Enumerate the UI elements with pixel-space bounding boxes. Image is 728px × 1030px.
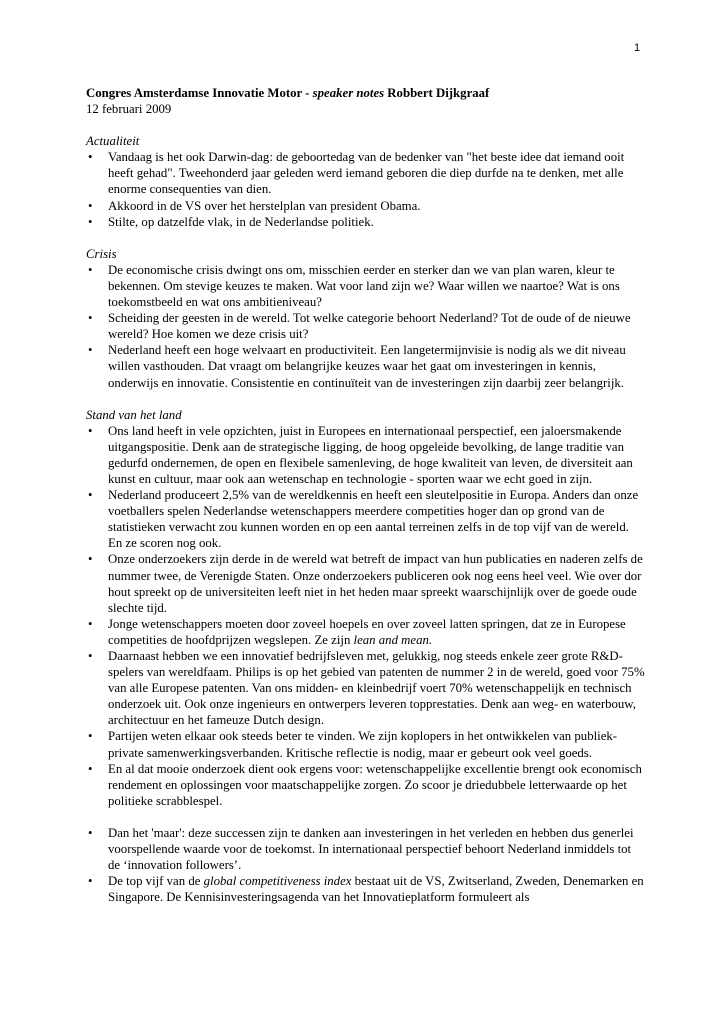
section <box>86 246 646 391</box>
bullet-list <box>86 423 646 809</box>
bullet-list <box>86 825 646 905</box>
bullet-list <box>86 149 646 229</box>
section-heading: Actualiteit <box>86 134 140 149</box>
bullet-list <box>86 262 646 391</box>
sections-container <box>86 133 646 905</box>
bullet-text: Jonge wetenschappers moeten door zoveel hoepels en over zoveel latten springen, dat ze in Europese competities de hoofdprijzen wegslepen. Ze zijn <box>108 616 626 647</box>
title-part-2: Robbert Dijkgraaf <box>384 86 490 100</box>
bullet-item: • Partijen weten elkaar ook steeds beter te vinden. We zijn koplopers in het ontwikkelen van publiek-private samenwerkingsverbanden. Kritische reflectie is nodig, maar er gebeurt ook veel goeds. <box>86 728 646 760</box>
bullet-item: • Nederland heeft een hoge welvaart en productiviteit. Een langetermijnvisie is nodig als we dit niveau willen vasthouden. Dat vraagt om belangrijke keuzes waar het gaat om investeringen in kennis, onderwijs en innovatie. Consistentie en continuïteit van de investeringen zijn daarbij zeer belangrijk. <box>86 342 646 390</box>
bullet-item: • Stilte, op datzelfde vlak, in de Nederlandse politiek. <box>86 214 646 230</box>
section-heading: Stand van het land <box>86 407 182 422</box>
bullet-item <box>86 616 646 648</box>
bullet-text: De top vijf van de <box>108 874 204 889</box>
document-title <box>86 85 646 101</box>
bullet-item: • Onze onderzoekers zijn derde in de wereld wat betreft de impact van hun publicaties en naderen zelfs de nummer twee, de Verenigde Staten. Onze onderzoekers publiceren ook nog eens heel veel. Wie over dor hout spreekt op de universiteiten leeft niet in het heden maar spreekt waarschijnlijk over de goede oude slechte tijd. <box>86 551 646 615</box>
bullet-item: • Dan het 'maar': deze successen zijn te danken aan investeringen in het verleden en hebben dus generlei voorspellende waarde voor de toekomst. In internationaal perspectief behoort Nederland inmiddels tot de ‘innovation followers’. <box>86 825 646 873</box>
document-body <box>86 85 646 921</box>
page-number: 1 <box>634 42 641 54</box>
bullet-item: • Daarnaast hebben we een innovatief bedrijfsleven met, gelukkig, nog steeds enkele zeer grote R&D-spelers van wereldfaam. Philips is op het gebied van patenten de nummer 2 in de wereld, goed voor 75% van alle Europese patenten. Van ons midden- en kleinbedrijf voert 70% wetenschappelijk en technisch onderzoek uit. Ook onze ingenieurs en ontwerpers leveren topprestaties. Denk aan weg- en waterbouw, architectuur en het fameuze Dutch design. <box>86 648 646 728</box>
bullet-item: • De economische crisis dwingt ons om, misschien eerder en sterker dan we van plan waren, kleur te bekennen. Om stevige keuzes te maken. Wat voor land zijn we? Waar willen we naartoe? Wat is ons toekomstbeeld en wat ons ambitieniveau? <box>86 262 646 310</box>
section <box>86 133 646 230</box>
section-heading: Crisis <box>86 246 117 261</box>
bullet-item: • Scheiding der geesten in de wereld. Tot welke categorie behoort Nederland? Tot de oude of de nieuwe wereld? Hoe komen we deze crisis uit? <box>86 310 646 342</box>
title-italic: speaker notes <box>312 86 385 100</box>
bullet-item <box>86 873 646 905</box>
bullet-emphasis: lean and mean. <box>353 632 433 647</box>
bullet-item: • Vandaag is het ook Darwin-dag: de geboortedag van de bedenker van "het beste idee dat iemand ooit heeft gehad". Tweehonderd jaar geleden werd iemand geboren die diep durfde na te denken, met alle enorme consequenties van dien. <box>86 149 646 197</box>
bullet-item: • Nederland produceert 2,5% van de wereldkennis en heeft een sleutelpositie in Europa. Anders dan onze voetballers spelen Nederlandse wetenschappers meerdere competities hoger dan op grond van de statistieken verwacht zou kunnen worden en op een aantal terreinen zelfs in de top vijf van de wereld. En ze scoren nog ook. <box>86 487 646 551</box>
title-part-1: Congres Amsterdamse Innovatie Motor - <box>86 86 313 100</box>
bullet-item: • En al dat mooie onderzoek dient ook ergens voor: wetenschappelijke excellentie brengt ook economisch rendement en oplossingen voor maatschappelijke zorgen. Zo scoor je driedubbele letterwaarde op het politieke scrabblespel. <box>86 761 646 809</box>
document-date: 12 februari 2009 <box>86 102 172 117</box>
section <box>86 407 646 809</box>
bullet-item: • Ons land heeft in vele opzichten, juist in Europees en internationaal perspectief, een jaloersmakende uitgangspositie. Denk aan de strategische ligging, de hoog opgeleide bevolking, de lange traditie van gedurfd ondernemen, de open en flexibele samenleving, de hoge kwaliteit van leven, de diversiteit aan kunst en cultuur, maar ook aan wetenschap en technologie - sporten waar we echt goed in zijn. <box>86 423 646 487</box>
bullet-emphasis: global competitiveness index <box>203 874 352 889</box>
section <box>86 825 646 905</box>
bullet-item: • Akkoord in de VS over het herstelplan van president Obama. <box>86 198 646 214</box>
bullet-text: bestaat uit de VS, Zwitserland, Zweden, Denemarken en Singapore. De Kennisinvesteringsagenda van het Innovatieplatform formuleert als <box>108 874 644 905</box>
